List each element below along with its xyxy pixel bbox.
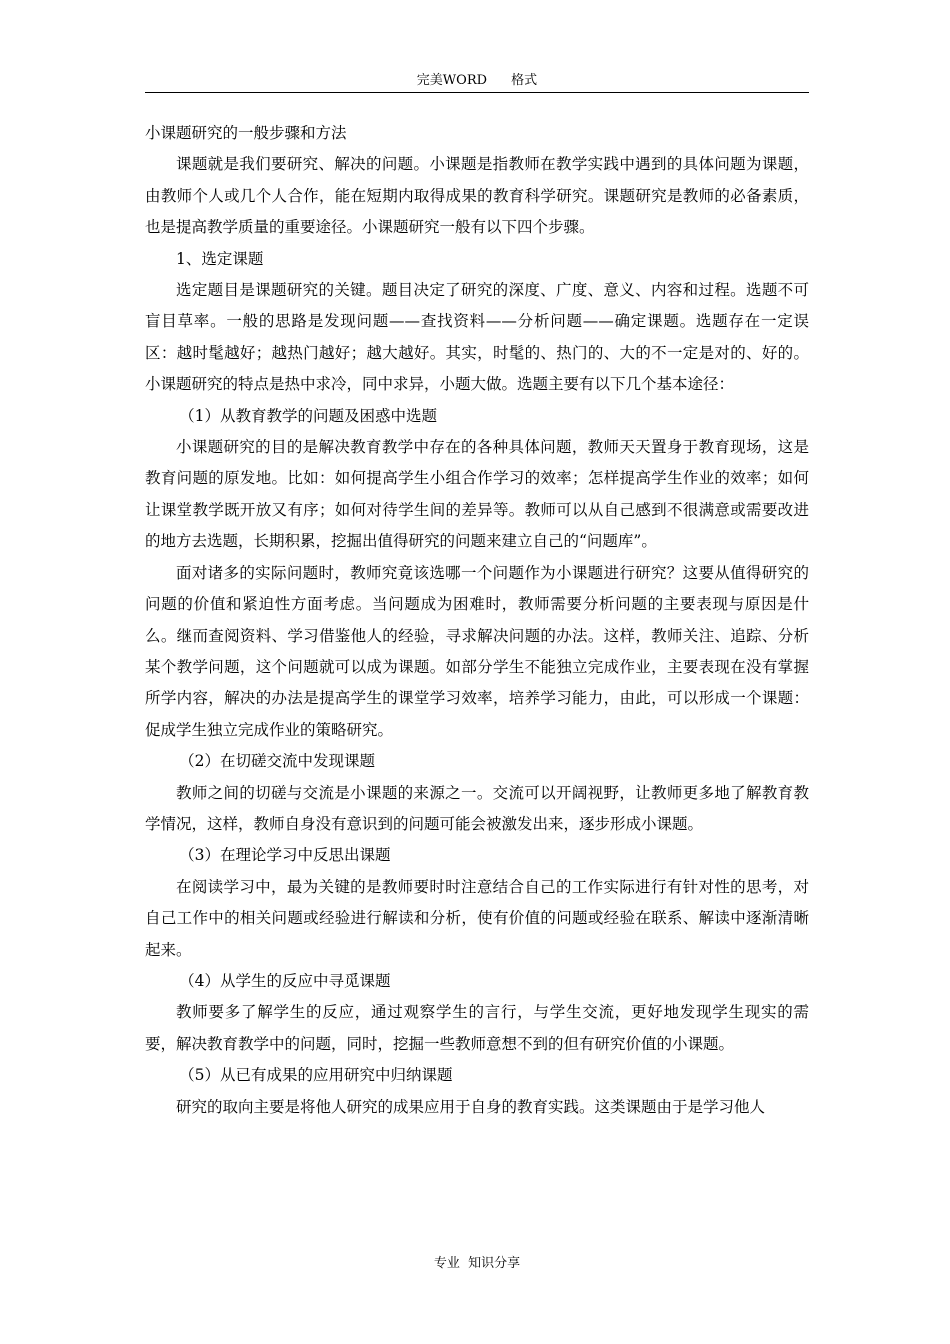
- document-title: 小课题研究的一般步骤和方法: [145, 124, 347, 142]
- paragraph: 在阅读学习中，最为关键的是教师要时时注意结合自己的工作实际进行有针对性的思考，对自己工作中的相关问题或经验进行解读和分析，使有价值的问题或经验在联系、解读中逐渐清晰起来。: [145, 877, 809, 959]
- document-body: [145, 118, 809, 1123]
- paragraph: 选定题目是课题研究的关键。题目决定了研究的深度、广度、意义、内容和过程。选题不可盲目草率。一般的思路是发现问题——查找资料——分析问题——确定课题。选题存在一定误区：越时髦越好；越热门越好；越大越好。其实，时髦的、热门的、大的不一定是对的、好的。小课题研究的特点是热中求冷，同中求异，小题大做。选题主要有以下几个基本途径：: [145, 281, 809, 394]
- subsection-heading: （1）从教育教学的问题及困惑中选题: [179, 406, 437, 425]
- header-right-text: 格式: [511, 73, 538, 88]
- subsection-heading: （5）从已有成果的应用研究中归纳课题: [179, 1066, 453, 1085]
- page-footer: [145, 1255, 809, 1273]
- page-header: [145, 72, 809, 93]
- subsection-heading: （3）在理论学习中反思出课题: [179, 846, 391, 865]
- footer-right-text: 知识分享: [468, 1256, 521, 1271]
- paragraph: 课题就是我们要研究、解决的问题。小课题是指教师在教学实践中遇到的具体问题为课题，由教师个人或几个人合作，能在短期内取得成果的教育科学研究。课题研究是教师的必备素质，也是提高教学质量的重要途径。小课题研究一般有以下四个步骤。: [145, 155, 809, 237]
- paragraph: 小课题研究的目的是解决教育教学中存在的各种具体问题，教师天天置身于教育现场，这是教育问题的原发地。比如：如何提高学生小组合作学习的效率；怎样提高学生作业的效率；如何让课堂教学既开放又有序；如何对待学生间的差异等。教师可以从自己感到不很满意或需要改进的地方去选题，长期积累，挖掘出值得研究的问题来建立自己的“问题库”。: [145, 438, 809, 551]
- header-left-text: 完美WORD: [416, 73, 488, 88]
- subsection-heading: （2）在切磋交流中发现课题: [179, 752, 375, 771]
- paragraph: 面对诸多的实际问题时，教师究竟该选哪一个问题作为小课题进行研究？这要从值得研究的问题的价值和紧迫性方面考虑。当问题成为困难时，教师需要分析问题的主要表现与原因是什么。继而查阅资料、学习借鉴他人的经验，寻求解决问题的办法。这样，教师关注、追踪、分析某个教学问题，这个问题就可以成为课题。如部分学生不能独立完成作业，主要表现在没有掌握所学内容，解决的办法是提高学生的课堂学习效率，培养学习能力，由此，可以形成一个课题：促成学生独立完成作业的策略研究。: [145, 563, 809, 739]
- footer-left-text: 专业: [433, 1256, 460, 1271]
- paragraph: 教师之间的切磋与交流是小课题的来源之一。交流可以开阔视野，让教师更多地了解教育教学情况，这样，教师自身没有意识到的问题可能会被激发出来，逐步形成小课题。: [145, 783, 809, 833]
- paragraph: 教师要多了解学生的反应，通过观察学生的言行，与学生交流，更好地发现学生现实的需要，解决教育教学中的问题，同时，挖掘一些教师意想不到的但有研究价值的小课题。: [145, 1003, 809, 1053]
- subsection-heading: （4）从学生的反应中寻觅课题: [179, 971, 391, 990]
- paragraph: 研究的取向主要是将他人研究的成果应用于自身的教育实践。这类课题由于是学习他人: [176, 1097, 766, 1116]
- section-heading: 1、选定课题: [176, 249, 264, 268]
